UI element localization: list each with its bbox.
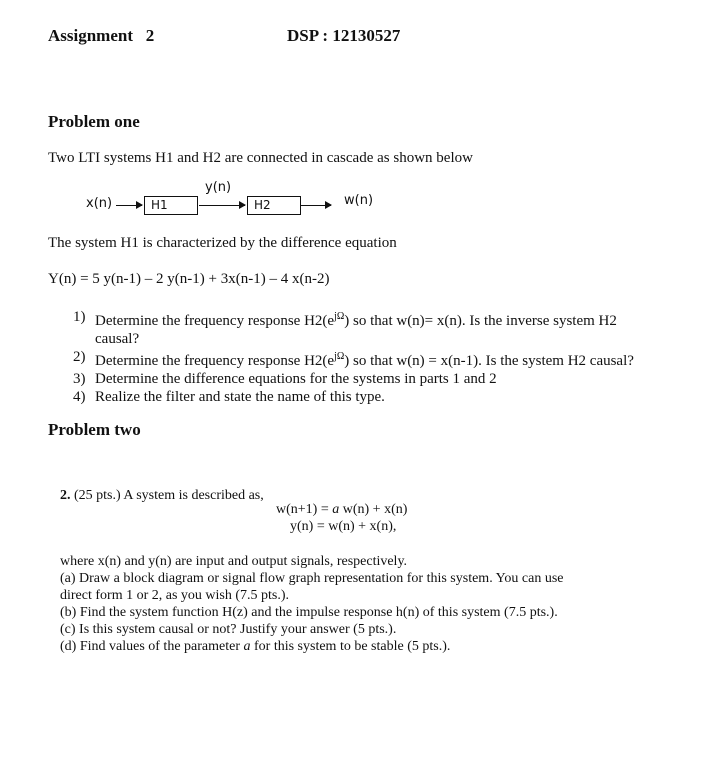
h1-block: H1 [144,196,198,215]
arrow-input-to-h1 [116,205,142,206]
question-2: 2) Determine the frequency response $H2(e^{j\Omega})$ so that w(n) = x(n-1). Is the system H2 causal? [73,349,634,369]
state-equation: w(n+1) = a w(n) + x(n) [276,502,408,517]
output-signal-label: w(n) [344,193,374,208]
problem-two-line-5: (c) Is this system causal or not? Justify your answer (5 pts.). [60,622,397,637]
problem-one-intro: Two LTI systems H1 and H2 are connected in cascade as shown below [48,150,473,166]
input-signal-label: x(n) [86,196,113,211]
intermediate-signal-label: y(n) [205,180,232,195]
problem-two-line-4: (b) Find the system function H(z) and the impulse response h(n) of this system (7.5 pts.). [60,605,558,620]
output-equation: y(n) = w(n) + x(n), [290,519,397,534]
arrow-h2-to-output [301,205,331,206]
system-description: The system H1 is characterized by the difference equation [48,235,397,251]
difference-equation: Y(n) = 5 y(n-1) – 2 y(n-1) + 3x(n-1) – 4 x(n-2) [48,271,330,287]
problem-two-line-1: where x(n) and y(n) are input and output signals, respectively. [60,554,408,569]
problem-two-body [60,553,620,655]
problem-two-lead: 2. (25 pts.) A system is described as, [60,488,264,503]
problem-one-heading: Problem one [48,112,140,131]
question-4: 4) Realize the filter and state the name of this type. [73,389,385,405]
question-1: 1) Determine the frequency response $H2(e^{j\Omega})$ so that w(n)= x(n). Is the inverse system H2 causal? [73,309,617,347]
question-3: 3) Determine the difference equations for the systems in parts 1 and 2 [73,371,497,387]
h2-block: H2 [247,196,301,215]
cascade-diagram [0,0,718,230]
course-code: DSP : 12130527 [287,26,401,45]
problem-two-line-2: (a) Draw a block diagram or signal flow graph representation for this system. You can use [60,571,564,586]
problem-two-heading: Problem two [48,420,141,439]
problem-two-line-3: direct form 1 or 2, as you wish (7.5 pts.). [60,588,290,603]
problem-one-questions [73,308,693,406]
assignment-title: Assignment 2 [48,26,155,45]
arrow-h1-to-h2 [199,205,245,206]
problem-two-line-6: (d) Find values of the parameter a for this system to be stable (5 pts.). [60,639,451,654]
